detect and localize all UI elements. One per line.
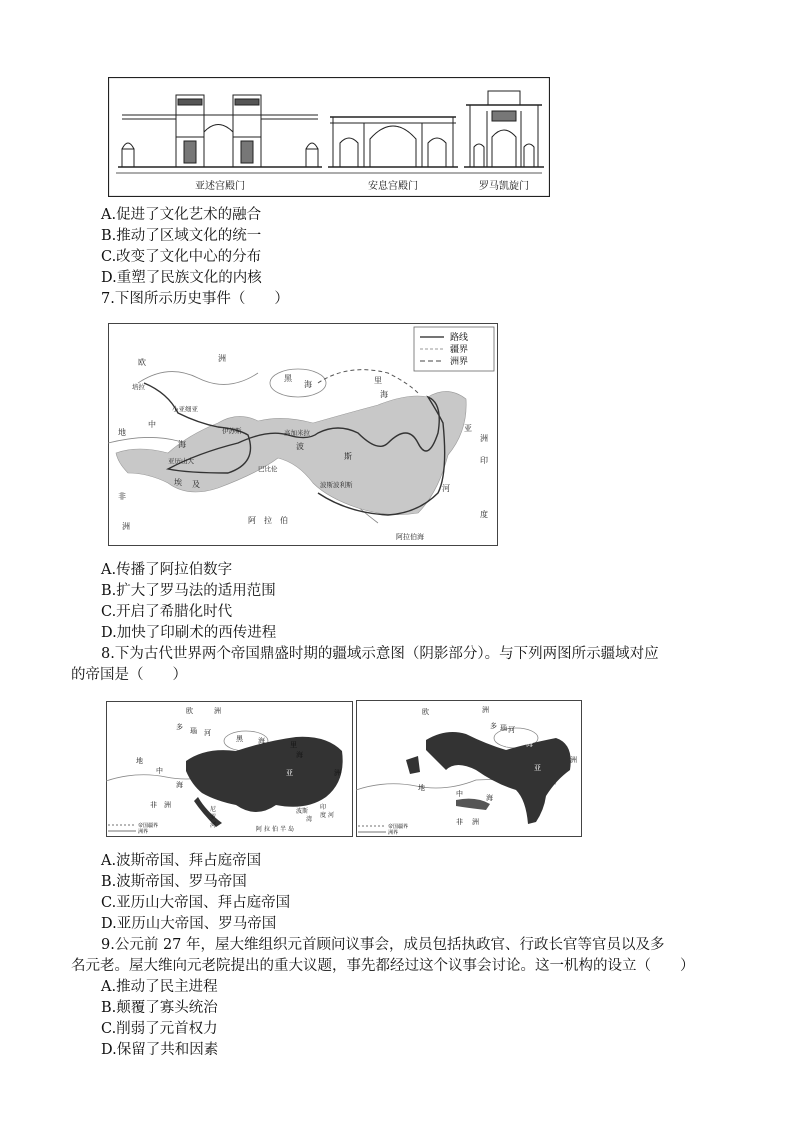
map7-label: 斯 — [344, 452, 352, 461]
map2-label: 非 — [456, 818, 463, 826]
q6-option-b: B.推动了区域文化的统一 — [101, 228, 262, 244]
map7-label: 埃 — [174, 478, 182, 487]
map2-label: 河 — [508, 726, 515, 734]
map7-label: 波斯波利斯 — [320, 481, 353, 489]
map7-label: 小亚细亚 — [172, 405, 198, 413]
q9-option-d: D.保留了共和因素 — [101, 1042, 219, 1058]
map2-label: 多 — [490, 722, 497, 730]
q9-option-a: A.推动了民主进程 — [101, 979, 218, 995]
q7-option-c: C.开启了希腊化时代 — [101, 604, 233, 620]
map2-label: 海 — [526, 740, 533, 748]
legend-continent: 洲界 — [450, 357, 469, 367]
q8-option-b: B.波斯帝国、罗马帝国 — [101, 874, 247, 890]
map2-label: 地 — [418, 784, 425, 792]
map2-label: 中 — [456, 790, 463, 798]
map2-label: 洲 — [472, 818, 479, 826]
map7-label: 洲 — [218, 354, 226, 363]
map7-label: 亚历山大 — [168, 457, 194, 465]
map7-label: 海 — [178, 440, 186, 449]
map1-label: 河 — [210, 822, 217, 829]
map7-label: 河 — [442, 484, 450, 493]
map1-label: 洲 — [164, 801, 171, 809]
map7-label: 海 — [304, 380, 312, 389]
empire-map-1-svg — [106, 701, 353, 837]
map7-label: 地 — [118, 428, 126, 437]
map7-label: 洲 — [122, 522, 130, 531]
gates-illustration — [108, 77, 550, 197]
map1-label: 河 — [204, 729, 211, 737]
map1-label: 亚 — [286, 769, 293, 777]
map1-legend-continent: 洲界 — [138, 829, 149, 835]
q8-stem-line2: 的帝国是（ ） — [71, 667, 187, 683]
q7-option-a: A.传播了阿拉伯数字 — [101, 562, 233, 578]
map1-label: 中 — [156, 767, 163, 775]
map2-label: 洲 — [482, 706, 489, 714]
legend-border: 疆界 — [450, 345, 469, 355]
map-legend — [414, 327, 494, 371]
empire-map-2-svg — [356, 700, 582, 837]
map1-label: 拉 — [264, 826, 271, 833]
map2-legend-border: 帝国疆界 — [388, 824, 409, 830]
map2-label: 海 — [486, 794, 493, 802]
map2-label: 黑 — [506, 740, 513, 748]
map7-label: 洲 — [480, 434, 488, 443]
map1-label: 非 — [150, 801, 157, 809]
map7-label: 拉 — [264, 516, 272, 525]
map1-label: 欧 — [186, 707, 193, 715]
map1-label: 尼 — [210, 806, 217, 813]
map1-label: 里 — [290, 741, 297, 749]
map1-label: 洲 — [334, 769, 341, 777]
map1-label: 伯 — [272, 826, 279, 833]
map7-label: 海 — [380, 390, 388, 399]
map1-label: 地 — [136, 757, 143, 765]
q8-option-a: A.波斯帝国、拜占庭帝国 — [101, 853, 262, 869]
map7-label: 欧 — [138, 358, 146, 367]
q9-stem-line1: 9.公元前 27 年，屋大维组织元首顾问议事会，成员包括执政官、行政长官等官员以及多 — [101, 937, 665, 953]
map1-label: 多 — [176, 723, 183, 731]
map1-label: 阿 — [256, 826, 263, 833]
map7-label: 高加米拉 — [284, 429, 310, 437]
caption-roman: 罗马凯旋门 — [479, 181, 529, 192]
campaign-map-svg — [108, 323, 498, 546]
q6-option-d: D.重塑了民族文化的内核 — [101, 270, 262, 286]
map7-label: 亚 — [464, 424, 472, 433]
map7-label: 伯 — [280, 516, 288, 525]
map7-label: 里 — [374, 376, 382, 385]
map1-label: 印 — [320, 804, 327, 811]
map7-label: 伊苏斯 — [222, 427, 242, 435]
map7-label: 阿 — [248, 516, 256, 525]
map2-label: 亚 — [534, 764, 541, 772]
caption-assyrian: 亚述宫殿门 — [195, 181, 245, 192]
empire-map-1 — [106, 701, 353, 837]
q7-option-d: D.加快了印刷术的西传进程 — [101, 625, 277, 641]
map1-label: 河 — [328, 812, 335, 819]
alexander-campaign-map — [108, 323, 498, 546]
map7-label: 非 — [118, 492, 126, 501]
q7-option-b: B.扩大了罗马法的适用范围 — [101, 583, 276, 599]
map1-label: 半 — [280, 826, 287, 833]
map7-label: 中 — [148, 420, 156, 429]
empire-map-2 — [356, 700, 582, 837]
q6-option-a: A.促进了文化艺术的融合 — [101, 207, 262, 223]
map1-label: 瑙 — [190, 727, 197, 735]
caption-parthian: 安息宫殿门 — [368, 181, 418, 192]
map7-label: 及 — [192, 480, 200, 489]
map7-label: 波 — [296, 442, 304, 451]
map7-label: 度 — [480, 510, 488, 519]
map7-label: 黑 — [284, 374, 292, 383]
map2-label: 洲 — [570, 756, 577, 764]
map7-label: 培拉 — [132, 383, 145, 391]
map1-label: 海 — [176, 781, 183, 789]
map2-legend-continent: 洲界 — [388, 830, 399, 836]
map7-label: 巴比伦 — [258, 465, 278, 473]
map1-label: 海 — [258, 737, 265, 745]
map2-label: 欧 — [422, 708, 429, 716]
map1-label: 岛 — [288, 826, 295, 833]
gates-figure — [108, 77, 550, 197]
q7-stem: 7.下图所示历史事件（ ） — [101, 291, 289, 307]
map7-label: 印 — [480, 456, 488, 465]
map1-label: 洲 — [214, 707, 221, 715]
map1-label: 度 — [320, 812, 327, 819]
map1-label: 湾 — [306, 816, 313, 823]
q9-option-c: C.削弱了元首权力 — [101, 1021, 218, 1037]
q8-option-d: D.亚历山大帝国、罗马帝国 — [101, 916, 277, 932]
q8-option-c: C.亚历山大帝国、拜占庭帝国 — [101, 895, 291, 911]
map1-label: 黑 — [236, 735, 243, 743]
map1-label: 波斯 — [296, 808, 309, 815]
q8-stem-line1: 8.下为古代世界两个帝国鼎盛时期的疆域示意图（阴影部分）。与下列两图所示疆域对应 — [101, 646, 659, 662]
q9-option-b: B.颠覆了寡头统治 — [101, 1000, 218, 1016]
q6-option-c: C.改变了文化中心的分布 — [101, 249, 262, 265]
map2-label: 瑙 — [500, 724, 507, 732]
map1-legend-border: 帝国疆界 — [138, 823, 159, 829]
map7-label: 阿拉伯海 — [396, 533, 424, 541]
map1-label: 罗 — [210, 814, 217, 821]
q9-stem-line2: 名元老。屋大维向元老院提出的重大议题，事先都经过这个议事会讨论。这一机构的设立（ ） — [71, 958, 695, 974]
legend-route: 路线 — [450, 333, 469, 343]
map1-label: 海 — [296, 751, 303, 759]
